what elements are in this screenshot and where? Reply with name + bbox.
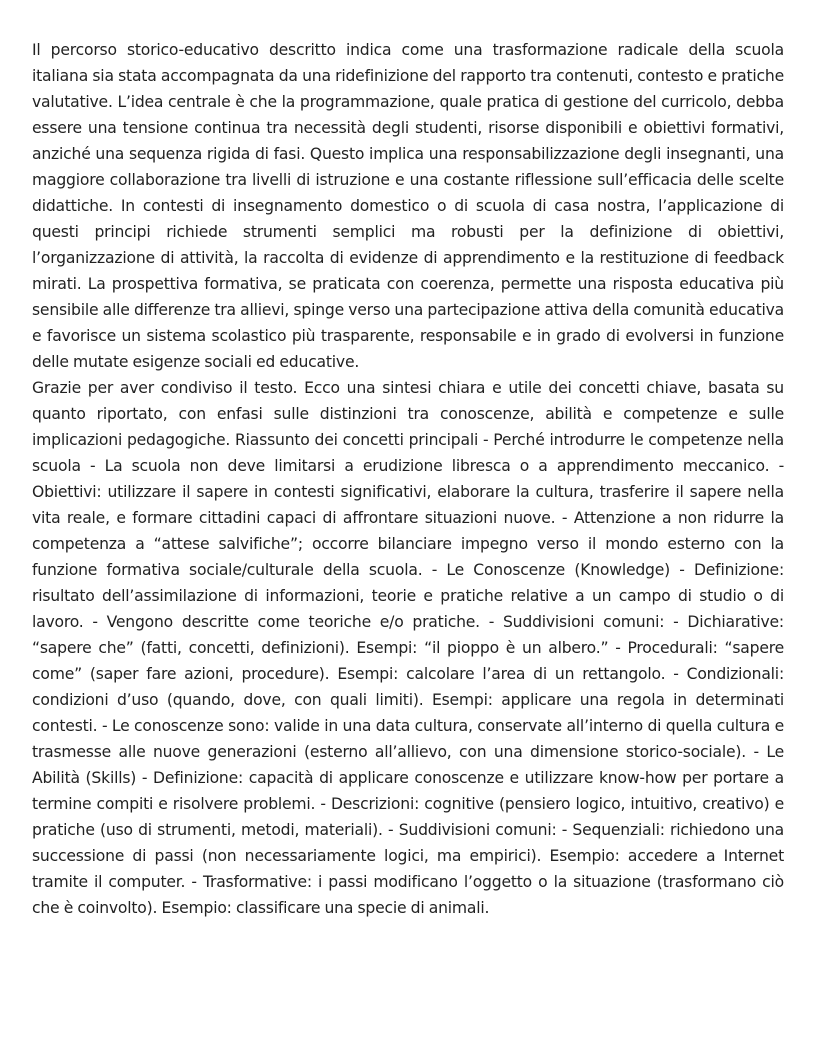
document-page	[32, 37, 784, 921]
paragraph-sintesi-competenze: Grazie per aver condiviso il testo. Ecco una sintesi chiara e utile dei concetti chiave, basata su quanto riportato, con enfasi sulle distinzioni tra conoscenze, abilità e competenze e sulle implicazioni pedagogiche. Riassunto dei concetti principali - Perché introdurre le competenze nella scuola - La scuola non deve limitarsi a erudizione libresca o a apprendimento meccanico. - Obiettivi: utilizzare il sapere in contesti significativi, elaborare la cultura, trasferire il sapere nella vita reale, e formare cittadini capaci di affrontare situazioni nuove. - Attenzione a non ridurre la competenza a “attese salvifiche”; occorre bilanciare impegno verso il mondo esterno con la funzione formativa sociale/culturale della scuola. - Le Conoscenze (Knowledge) - Definizione: risultato dell’assimilazione di informazioni, teorie e pratiche relative a un campo di studio o di lavoro. - Vengono descritte come teoriche e/o pratiche. - Suddivisioni comuni: - Dichiarative: “sapere che” (fatti, concetti, definizioni). Esempi: “il pioppo è un albero.” - Procedurali: “sapere come” (saper fare azioni, procedure). Esempi: calcolare l’area di un rettangolo. - Condizionali: condizioni d’uso (quando, dove, con quali limiti). Esempi: applicare una regola in determinati contesti. - Le conoscenze sono: valide in una data cultura, conservate all’interno di quella cultura e trasmesse alle nuove generazioni (esterno all’allievo, con una dimensione storico-sociale). - Le Abilità (Skills) - Definizione: capacità di applicare conoscenze e utilizzare know-how per portare a termine compiti e risolvere problemi. - Descrizioni: cognitive (pensiero logico, intuitivo, creativo) e pratiche (uso di strumenti, metodi, materiali). - Suddivisioni comuni: - Sequenziali: richiedono una successione di passi (non necessariamente logici, ma empirici). Esempio: accedere a Internet tramite il computer. - Trasformative: i passi modificano l’oggetto o la situazione (trasformano ciò che è coinvolto). Esempio: classificare una specie di animali.	[32, 379, 784, 917]
paragraph-programmazione: Il percorso storico-educativo descritto indica come una trasformazione radicale della scuola italiana sia stata accompagnata da una ridefinizione del rapporto tra contenuti, contesto e pratiche valutative. L’idea centrale è che la programmazione, quale pratica di gestione del curricolo, debba essere una tensione continua tra necessità degli studenti, risorse disponibili e obiettivi formativi, anziché una sequenza rigida di fasi. Questo implica una responsabilizzazione degli insegnanti, una maggiore collaborazione tra livelli di istruzione e una costante riflessione sull’efficacia delle scelte didattiche. In contesti di insegnamento domestico o di scuola di casa nostra, l’applicazione di questi principi richiede strumenti semplici ma robusti per la definizione di obiettivi, l’organizzazione di attività, la raccolta di evidenze di apprendimento e la restituzione di feedback mirati. La prospettiva formativa, se praticata con coerenza, permette una risposta educativa più sensibile alle differenze tra allievi, spinge verso una partecipazione attiva della comunità educativa e favorisce un sistema scolastico più trasparente, responsabile e in grado di evolversi in funzione delle mutate esigenze sociali ed educative.	[32, 41, 784, 371]
